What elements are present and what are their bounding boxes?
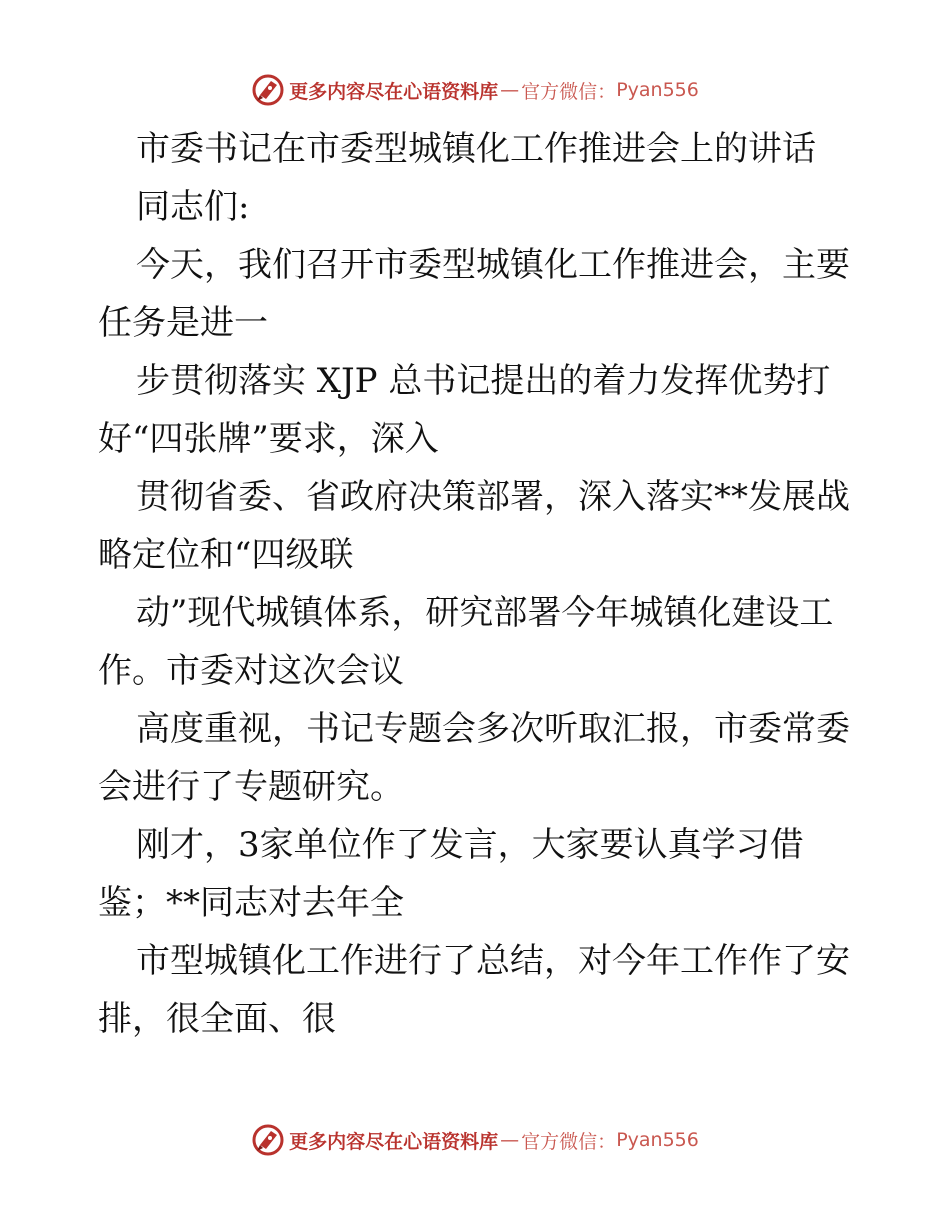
paragraph-first-line: 市型城镇化工作进行了总结，对今年工作作了安 bbox=[136, 941, 850, 981]
document-title: 市委书记在市委型城镇化工作推进会上的讲话 bbox=[136, 129, 816, 169]
paragraph-first-line: 今天，我们召开市委型城镇化工作推进会，主要 bbox=[136, 245, 850, 285]
document-body bbox=[98, 120, 858, 1048]
paragraph-wrap-line: 略定位和“四级联 bbox=[98, 535, 354, 575]
banner-separator: — bbox=[500, 79, 520, 101]
paragraph bbox=[98, 700, 858, 816]
paragraph-first-line: 高度重视，书记专题会多次听取汇报，市委常委 bbox=[136, 709, 850, 749]
header-banner bbox=[0, 70, 950, 110]
paragraph bbox=[98, 932, 858, 1048]
contact-id: Pyan556 bbox=[616, 79, 699, 101]
paragraph-wrap-line: 好“四张牌”要求，深入 bbox=[98, 419, 439, 459]
paragraph bbox=[98, 584, 858, 700]
paragraph-wrap-line: 鉴；**同志对去年全 bbox=[98, 883, 404, 923]
salutation: 同志们: bbox=[136, 187, 250, 227]
pen-nib-logo-icon bbox=[251, 73, 285, 107]
banner-separator: — bbox=[500, 1129, 520, 1151]
paragraph bbox=[98, 468, 858, 584]
paragraph-wrap-line: 排，很全面、很 bbox=[98, 999, 336, 1039]
pen-nib-logo-icon bbox=[251, 1123, 285, 1157]
paragraph-wrap-line: 作。市委对这次会议 bbox=[98, 651, 404, 691]
paragraph-first-line: 刚才，3家单位作了发言，大家要认真学习借 bbox=[136, 825, 804, 865]
paragraph-first-line: 步贯彻落实 XJP 总书记提出的着力发挥优势打 bbox=[136, 361, 831, 401]
contact-label: 官方微信： bbox=[521, 80, 617, 103]
paragraph-wrap-line: 任务是进一 bbox=[98, 303, 268, 343]
contact-id: Pyan556 bbox=[616, 1129, 699, 1151]
paragraph bbox=[98, 816, 858, 932]
contact-label: 官方微信： bbox=[521, 1130, 617, 1153]
brand-text: 更多内容尽在心语资料库 bbox=[289, 1130, 499, 1153]
paragraph bbox=[98, 236, 858, 352]
paragraph-first-line: 动”现代城镇体系，研究部署今年城镇化建设工 bbox=[136, 593, 834, 633]
brand-text: 更多内容尽在心语资料库 bbox=[289, 80, 499, 103]
paragraph-first-line: 贯彻省委、省政府决策部署，深入落实**发展战 bbox=[136, 477, 850, 517]
footer-banner bbox=[0, 1120, 950, 1160]
paragraph bbox=[98, 352, 858, 468]
paragraph-wrap-line: 会进行了专题研究。 bbox=[98, 767, 404, 807]
